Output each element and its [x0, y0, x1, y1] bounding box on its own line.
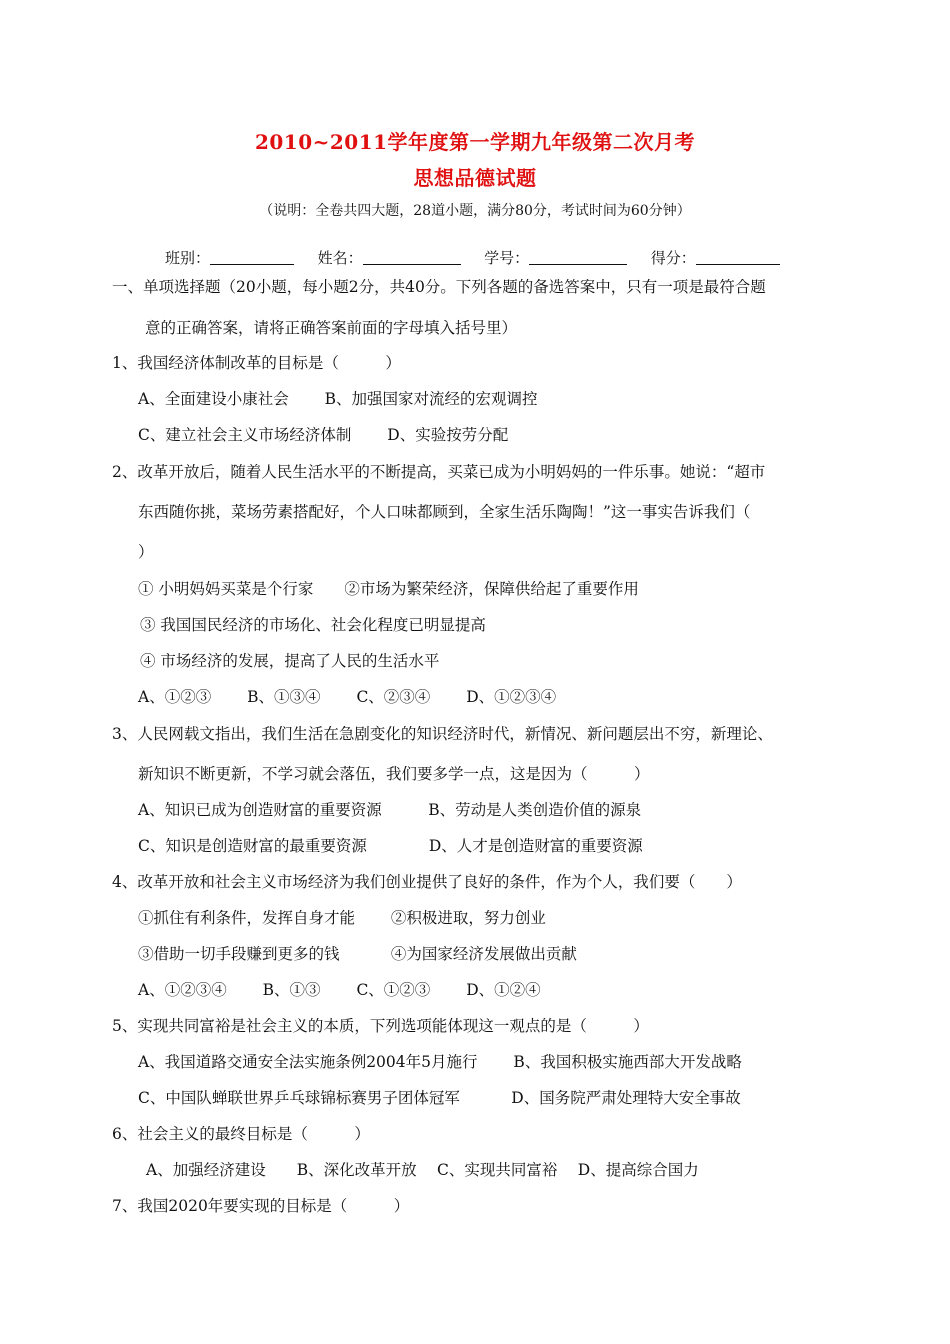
exam-title: 2010~2011学年度第一学期九年级第二次月考 — [254, 130, 696, 154]
exam-note: （说明：全卷共四大题，28道小题，满分80分，考试时间为60分钟） — [259, 203, 691, 219]
question-6-stem: 6、社会主义的最终目标是（ ） — [112, 1125, 370, 1143]
question-2-stem-cont: 东西随你挑，菜场劳素搭配好，个人口味都顾到，全家生活乐陶陶！”这一事实告诉我们（ — [138, 503, 751, 521]
question-5-stem: 5、实现共同富裕是社会主义的本质，下列选项能体现这一观点的是（ ） — [112, 1017, 649, 1035]
question-2-stem-end: ） — [138, 543, 154, 561]
question-4-statements-34: ③借助一切手段赚到更多的钱 ④为国家经济发展做出贡献 — [138, 945, 577, 963]
question-3-options-ab: A、知识已成为创造财富的重要资源 B、劳动是人类创造价值的源泉 — [138, 801, 642, 819]
student-info-row — [165, 247, 780, 268]
section-heading-cont: 意的正确答案，请将正确答案前面的字母填入括号里） — [145, 319, 518, 337]
score-label: 得分： — [650, 249, 696, 267]
question-7-stem: 7、我国2020年要实现的目标是（ ） — [112, 1197, 410, 1215]
question-1-options-ab: A、全面建设小康社会 B、加强国家对流经的宏观调控 — [138, 390, 538, 408]
question-4-statements-12: ①抓住有利条件，发挥自身才能 ②积极进取，努力创业 — [138, 909, 546, 927]
question-2-statement-3: ③ 我国国民经济的市场化、社会化程度已明显提高 — [140, 616, 486, 634]
question-3-stem-cont: 新知识不断更新，不学习就会落伍，我们要多学一点，这是因为（ ） — [138, 765, 650, 783]
question-2-statement-4: ④ 市场经济的发展，提高了人民的生活水平 — [140, 652, 440, 670]
score-blank[interactable] — [696, 250, 780, 265]
question-4-stem: 4、改革开放和社会主义市场经济为我们创业提供了良好的条件，作为个人，我们要（ ） — [112, 873, 742, 891]
question-2-stem: 2、改革开放后，随着人民生活水平的不断提高，买菜已成为小明妈妈的一件乐事。她说：“超市 — [112, 463, 766, 481]
question-6-options: A、加强经济建设 B、深化改革开放 C、实现共同富裕 D、提高综合国力 — [146, 1161, 699, 1179]
section-heading: 一、单项选择题（20小题，每小题2分，共40分。下列各题的备选答案中，只有一项是最符合题 — [112, 278, 766, 296]
id-label: 学号： — [484, 249, 530, 267]
class-blank[interactable] — [210, 250, 294, 265]
name-blank[interactable] — [363, 250, 461, 265]
class-label: 班别： — [165, 249, 211, 267]
exam-subtitle: 思想品德试题 — [413, 166, 537, 190]
question-1-stem: 1、我国经济体制改革的目标是（ ） — [112, 354, 401, 372]
name-label: 姓名： — [317, 249, 363, 267]
question-2-options: A、①②③ B、①③④ C、②③④ D、①②③④ — [138, 688, 557, 706]
question-1-options-cd: C、建立社会主义市场经济体制 D、实验按劳分配 — [138, 426, 509, 444]
question-5-options-cd: C、中国队蝉联世界乒乓球锦标赛男子团体冠军 D、国务院严肃处理特大安全事故 — [138, 1089, 741, 1107]
question-5-options-ab: A、我国道路交通安全法实施条例2004年5月施行 B、我国积极实施西部大开发战略 — [138, 1053, 742, 1071]
question-3-options-cd: C、知识是创造财富的最重要资源 D、人才是创造财富的重要资源 — [138, 837, 643, 855]
id-blank[interactable] — [529, 250, 627, 265]
question-2-statement-1: ① 小明妈妈买菜是个行家 ②市场为繁荣经济，保障供给起了重要作用 — [138, 580, 639, 598]
question-4-options: A、①②③④ B、①③ C、①②③ D、①②④ — [138, 981, 541, 999]
question-3-stem: 3、人民网载文指出，我们生活在急剧变化的知识经济时代，新情况、新问题层出不穷，新理论、 — [112, 725, 773, 743]
